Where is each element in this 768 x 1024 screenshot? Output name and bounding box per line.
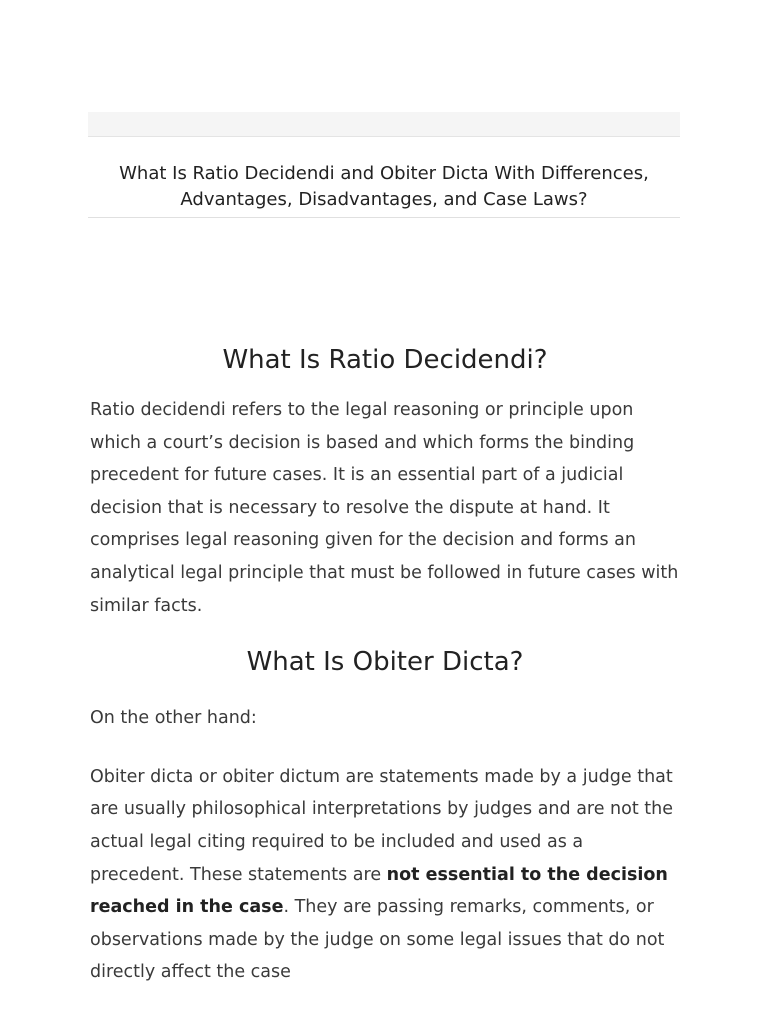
paragraph-ratio: Ratio decidendi refers to the legal reasoning or principle upon which a court’s decision is based and which forms the binding precedent for future cases. It is an essential part of a judicial decision that is necessary to resolve the dispute at hand. It comprises legal reasoning given for the decision and forms an analytical legal principle that must be followed in future cases with similar facts. <box>90 400 679 616</box>
paragraph-obiter-bold: not essential to the decision reached in the case <box>90 864 668 918</box>
paragraph-obiter <box>90 761 680 989</box>
section-heading-obiter: What Is Obiter Dicta? <box>246 647 524 678</box>
paragraph-obiter-end: . They are passing remarks, comments, or observations made by the judge on some legal issues that do not directly affect the case <box>90 897 665 983</box>
document-title-bar <box>88 137 680 218</box>
section-heading-ratio: What Is Ratio Decidendi? <box>222 345 548 375</box>
document-content <box>90 338 680 989</box>
document-toolbar <box>88 112 680 137</box>
paragraph-obiter-start: Obiter dicta or obiter dictum are statements made by a judge that are usually philosophical interpretations by judges and are not the actual legal citing required to be included and used as a precedent. These statements are <box>90 766 674 885</box>
document-title: What Is Ratio Decidendi and Obiter Dicta With Differences, Advantages, Disadvantages, and Case Laws? <box>119 163 649 210</box>
paragraph-obiter-intro: On the other hand: <box>90 708 257 729</box>
